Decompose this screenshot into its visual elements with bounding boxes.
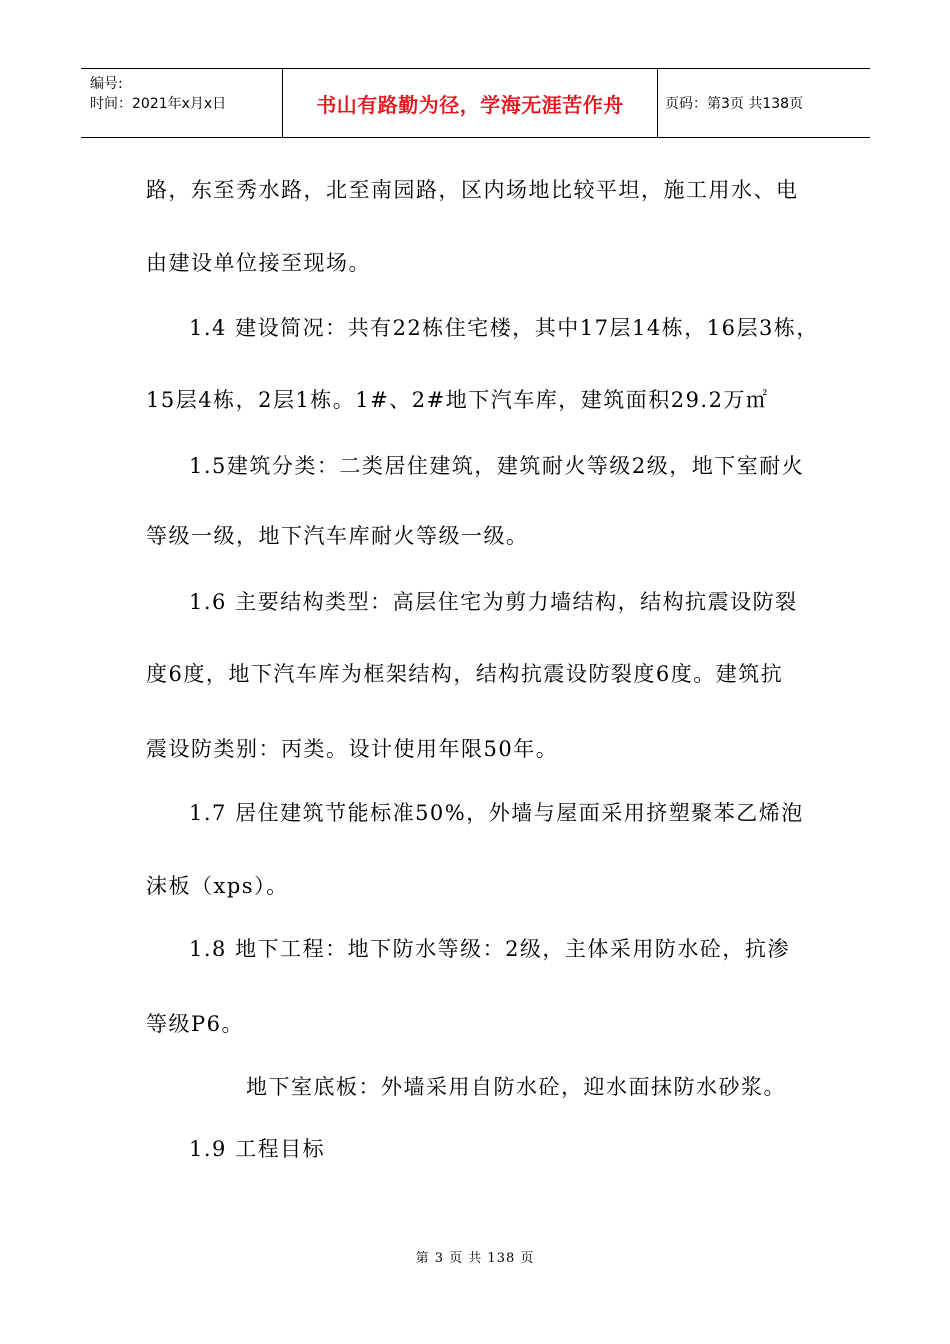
motto-text: 书山有路勤为径，学海无涯苦作舟 (316, 92, 624, 117)
body-line: 1.5建筑分类：二类居住建筑，建筑耐火等级2级，地下室耐火 (189, 454, 805, 478)
body-line: 1.4 建设简况：共有22栋住宅楼，其中17层14栋，16层3栋， (189, 316, 819, 340)
body-line: 地下室底板：外墙采用自防水砼，迎水面抹防水砂浆。 (246, 1075, 786, 1099)
page-footer: 第 3 页 共 138 页 (415, 1251, 535, 1266)
body-line: 1.7 居住建筑节能标准50%，外墙与屋面采用挤塑聚苯乙烯泡 (189, 801, 804, 825)
body-line: 1.8 地下工程：地下防水等级：2级，主体采用防水砼，抗渗 (189, 937, 790, 961)
document-header (81, 68, 870, 138)
page-info: 页码：第3页 共138页 (665, 96, 804, 112)
body-line: 度6度，地下汽车库为框架结构，结构抗震设防裂度6度。建筑抗 (146, 662, 784, 686)
body-line: 等级一级，地下汽车库耐火等级一级。 (146, 524, 529, 548)
body-line: 1.6 主要结构类型：高层住宅为剪力墙结构，结构抗震设防裂 (189, 590, 798, 614)
number-label: 编号: (90, 76, 123, 92)
body-line: 震设防类别：丙类。设计使用年限50年。 (146, 737, 559, 761)
body-line: 路，东至秀水路，北至南园路，区内场地比较平坦，施工用水、电 (146, 178, 799, 202)
body-line: 1.9 工程目标 (189, 1137, 326, 1161)
body-line: 等级P6。 (146, 1012, 244, 1036)
body-line: 由建设单位接至现场。 (146, 251, 371, 275)
header-motto-cell (283, 69, 658, 137)
time-label: 时间：2021年x月x日 (90, 96, 227, 112)
body-line: 15层4栋，2层1栋。1#、2#地下汽车库，建筑面积29.2万㎡ (146, 388, 769, 412)
header-meta-cell (81, 69, 283, 137)
body-line: 沫板（xps）。 (146, 874, 289, 898)
